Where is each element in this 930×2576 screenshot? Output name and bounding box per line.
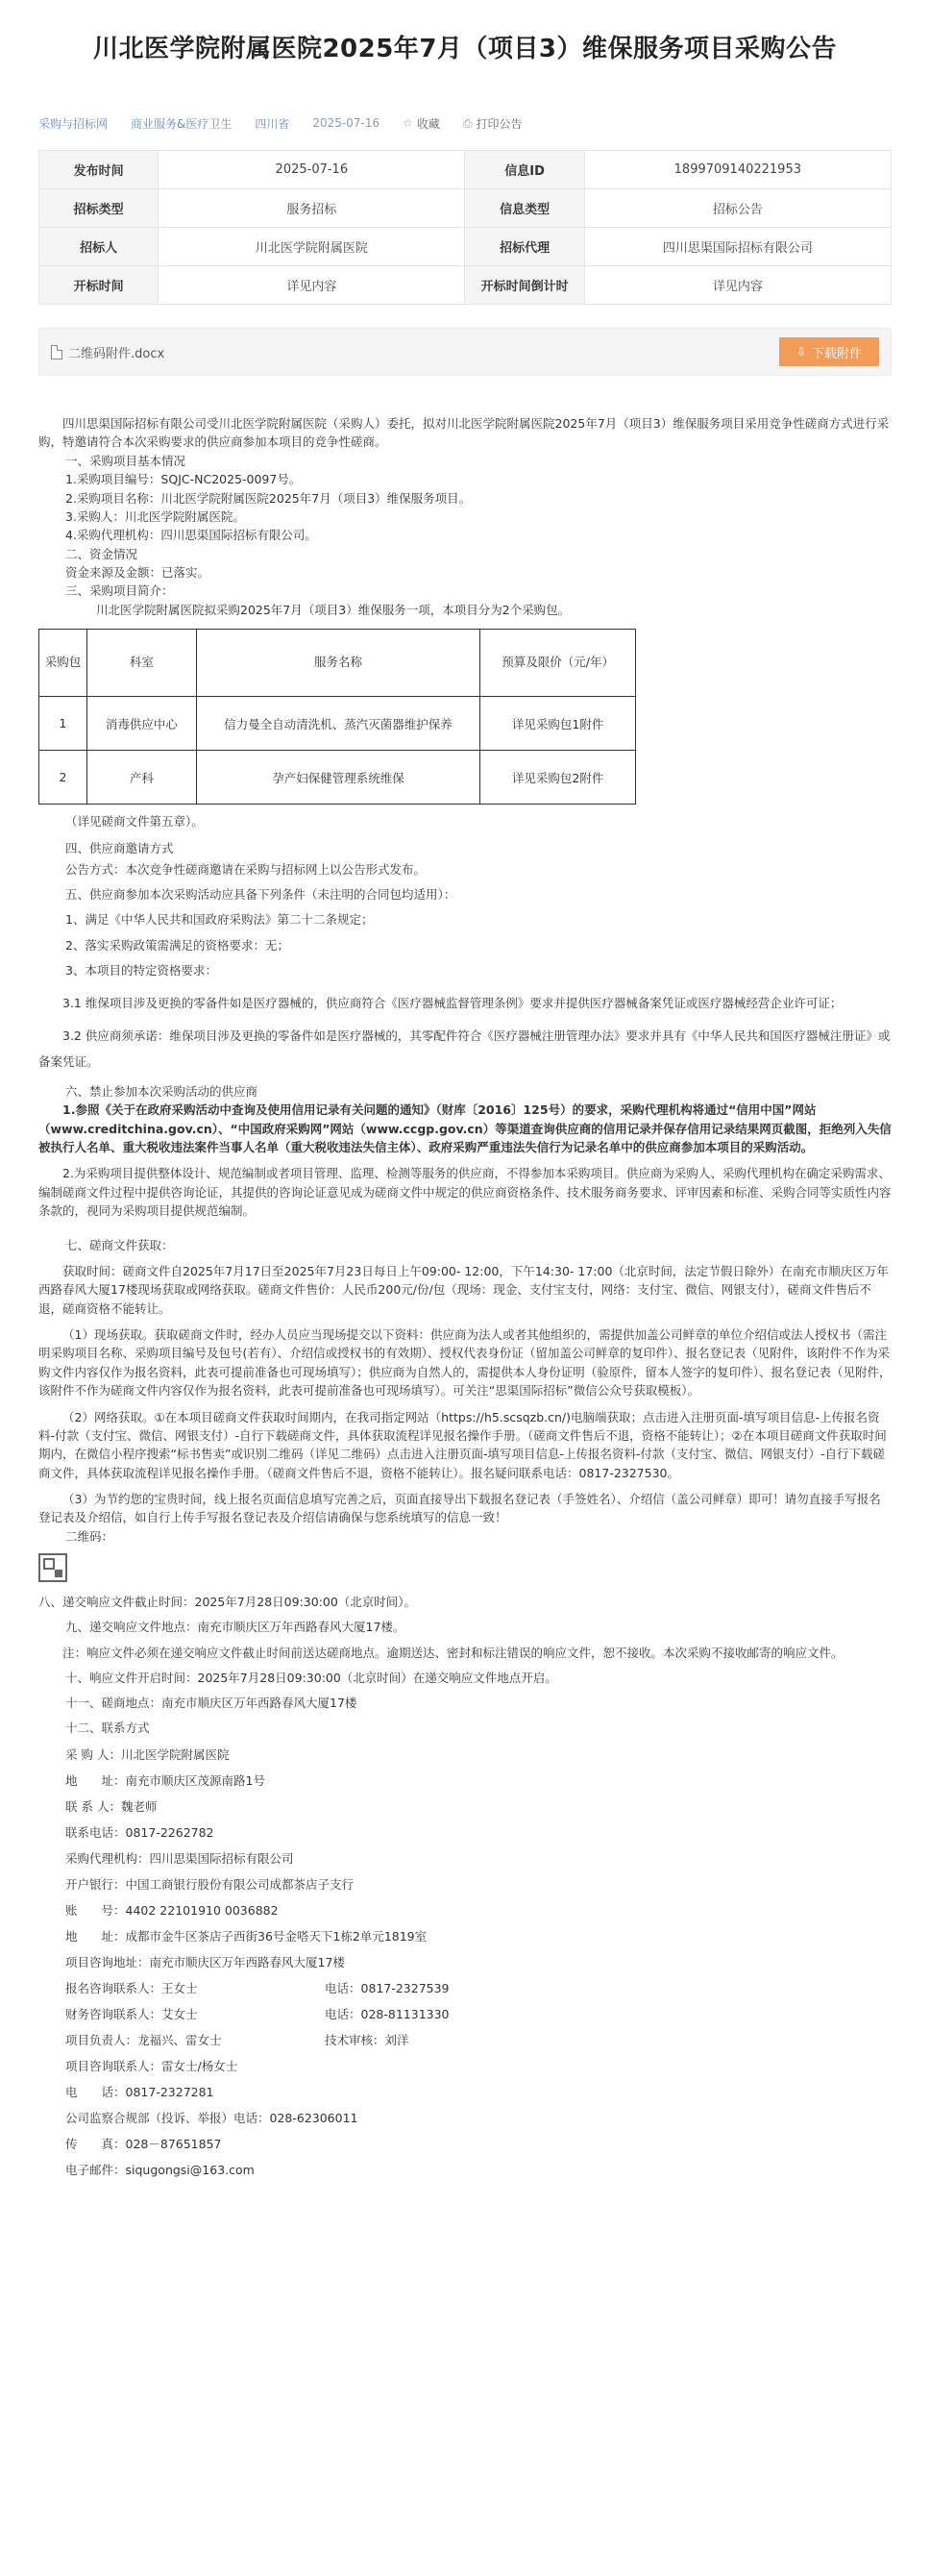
print-label: 打印公告: [476, 116, 523, 131]
contact-label: 报名咨询联系人：: [65, 1980, 162, 1995]
table-cell: 孕产妇保健管理系统维保: [196, 751, 479, 805]
paragraph: （详见磋商文件第五章）。: [65, 814, 204, 830]
table-cell: 1: [39, 697, 87, 751]
paragraph: （1）现场获取。获取磋商文件时，经办人员应当现场提交以下资料：供应商为法人或者其他组织的，需提供加盖公司鲜章的单位介绍信或法人授权书（需注明采购项目名称、采购项目编号及包号(若有）、介绍信或授权书的有效期）、授权代表身份证（留加盖公司鲜章的复印件）、报名登记表（见附件，该附件不作为采购文件内容仅作为报名资料，此表可提前准备也可现场填写）；供应商为自然人的，需提供本人身份证明（验原件，留本人签字的复印件）、报名登记表（见附件，该附件不作为磋商文件内容仅作为报名资料，此表可提前准备也可现场填写）。可关注“思渠国际招标”微信公众号获取模板）。: [38, 1327, 892, 1399]
download-icon: ⇩: [795, 345, 807, 359]
paragraph: 2.采购项目名称：川北医学院附属医院2025年7月（项目3）维保服务项目。: [65, 490, 472, 506]
section-heading: 五、供应商参加本次采购活动应具备下列条件（未注明的合同包均适用）：: [65, 887, 456, 903]
contact-row: [65, 1897, 892, 1923]
paragraph: 3.1 维保项目涉及更换的零备件如是医疗器械的，供应商符合《医疗器械监督管理条例》要求并提供医疗器械备案凭证或医疗器械经营企业许可证；: [62, 996, 843, 1011]
table-cell: 2: [39, 751, 87, 805]
favorite-button[interactable]: [403, 115, 440, 132]
paragraph: 公告方式：本次竞争性磋商邀请在采购与招标网上以公告形式发布。: [65, 861, 427, 877]
table-row: [39, 228, 892, 266]
contact-label: 电话：: [325, 2006, 361, 2021]
intro-paragraph: 四川思渠国际招标有限公司受川北医学院附属医院（采购人）委托，拟对川北医学院附属医院2025年7月（项目3）维保服务项目采用竞争性磋商方式进行采购，特邀请符合本次采购要求的供应商参加本项目的竞争性磋商。: [38, 416, 890, 450]
contact-label: 项目咨询联系人：: [65, 2058, 162, 2073]
column-header: 预算及限价（元/年）: [480, 630, 636, 697]
contact-row: [65, 2079, 892, 2105]
meta-date: 2025-07-16: [312, 116, 380, 130]
info-key: 信息ID: [465, 151, 584, 189]
contact-label: 传 真：: [65, 2136, 126, 2151]
section-heading: 八、递交响应文件截止时间：2025年7月28日09:30:00（北京时间）。: [38, 1595, 417, 1610]
contact-block: [38, 1742, 892, 2183]
section-heading: 四、供应商邀请方式: [65, 840, 174, 855]
section-heading: 一、采购项目基本情况: [65, 453, 186, 468]
section-heading: 七、磋商文件获取：: [65, 1237, 174, 1252]
info-value: 详见内容: [159, 266, 465, 305]
meta-bar: [38, 113, 892, 133]
contact-label: 电子邮件：: [65, 2162, 126, 2177]
info-value: 四川思渠国际招标有限公司: [584, 228, 891, 266]
contact-value: 南充市顺庆区万年西路春风大厦17楼: [149, 1954, 345, 1969]
info-value: 川北医学院附属医院: [159, 228, 465, 266]
contact-value: 四川思渠国际招标有限公司: [149, 1850, 294, 1866]
table-row: [39, 189, 892, 228]
contact-row: [65, 2053, 892, 2079]
contact-value: 龙福兴、雷女士: [137, 2032, 222, 2047]
section-heading: 六、禁止参加本次采购活动的供应商: [65, 1083, 258, 1099]
contact-value: 雷女士/杨女士: [161, 2058, 238, 2073]
paragraph: 1.采购项目编号：SQJC-NC2025-0097号。: [65, 472, 302, 487]
paragraph: （2）网络获取。①在本项目磋商文件获取时间期内，在我司指定网站（https://h5.scsqzb.cn/)电脑端获取；点击进入注册页面-填写项目信息-上传报名资料-付款（支付宝、微信、网银支付）-自行下载磋商文件，具体获取流程详见报名操作手册。（磋商文件售后不退，资格不能转让）；②在本项目磋商文件获取时间期内，在微信小程序搜索“标书售卖”或识别二维码（详见二维码）点击进入注册页面-填写项目信息-上传报名资料-付款（支付宝、微信、网银支付）-自行下载磋商文件，具体获取流程详见报名操作手册。（磋商文件售后不退，资格不能转让）。报名疑问联系电话：0817-2327530。: [38, 1409, 887, 1480]
info-table: [38, 150, 892, 305]
attachment-bar: [38, 328, 892, 376]
print-icon: ⎙: [462, 115, 473, 130]
info-key: 招标人: [39, 228, 159, 266]
attachment-filename: 二维码附件.docx: [68, 346, 165, 361]
attachment-file[interactable]: [51, 343, 164, 361]
contact-label: 项目咨询地址：: [65, 1954, 150, 1969]
download-attachment-button[interactable]: [779, 337, 879, 366]
paragraph: 3.2 供应商须承诺：维保项目涉及更换的零备件如是医疗器械的，其零配件符合《医疗器械注册管理办法》要求并具有《中华人民共和国医疗器械注册证》或备案凭证。: [38, 1028, 891, 1069]
contact-value: 中国工商银行股份有限公司成都茶店子支行: [125, 1876, 355, 1892]
paragraph: 4.采购代理机构：四川思渠国际招标有限公司。: [65, 528, 317, 543]
contact-row: [65, 2001, 892, 2027]
contact-row: [65, 2157, 892, 2183]
contact-label: 账 号：: [65, 1902, 126, 1918]
contact-value[interactable]: siqugongsi@163.com: [125, 2162, 255, 2177]
contact-value: 王女士: [161, 1980, 198, 1995]
section-heading: 二、资金情况: [65, 546, 138, 561]
contact-label: 开户银行：: [65, 1876, 126, 1892]
contact-value: 南充市顺庆区茂源南路1号: [125, 1772, 265, 1788]
contact-label: 项目负责人：: [65, 2032, 138, 2047]
meta-category[interactable]: 采购与招标网: [38, 116, 109, 131]
table-cell: 信力曼全自动清洗机、蒸汽灭菌器维护保养: [196, 697, 479, 751]
contact-label: 财务咨询联系人：: [65, 2006, 162, 2021]
info-value: 详见内容: [584, 266, 891, 305]
column-header: 服务名称: [196, 630, 479, 697]
contact-label: 地 址：: [65, 1772, 126, 1788]
contact-value: 0817-2327539: [360, 1980, 450, 1995]
contact-value: 川北医学院附属医院: [120, 1746, 230, 1762]
contact-row: [65, 1794, 892, 1820]
download-label: 下载附件: [812, 346, 863, 361]
contact-value: 成都市金牛区茶店子西街36号金嗒天下1栋2单元1819室: [125, 1928, 428, 1944]
paragraph: 川北医学院附属医院拟采购2025年7月（项目3）维保服务一项，本项目分为2个采购包。: [96, 602, 571, 617]
info-value: 1899709140221953: [584, 151, 891, 189]
contact-row: [65, 1742, 892, 1768]
contact-row: [65, 1923, 892, 1949]
contact-value: 028－87651857: [125, 2136, 222, 2151]
contact-value: 028-81131330: [360, 2006, 450, 2021]
favorite-label: 收藏: [416, 116, 440, 131]
column-header: 科室: [86, 630, 196, 697]
contact-pair: [65, 2001, 325, 2027]
info-key: 招标代理: [465, 228, 584, 266]
contact-row: [65, 1845, 892, 1871]
print-button[interactable]: [463, 115, 523, 132]
table-cell: 详见采购包1附件: [480, 697, 636, 751]
info-key: 发布时间: [39, 151, 159, 189]
section-heading: 十、响应文件开启时间：2025年7月28日09:30:00（北京时间）在递交响应文件地点开启。: [65, 1670, 557, 1685]
table-header-row: [39, 630, 636, 697]
contact-value: 魏老师: [120, 1798, 158, 1814]
section-heading: 十二、联系方式: [65, 1721, 150, 1736]
section-heading: 十一、磋商地点：南充市顺庆区万年西路春风大厦17楼: [65, 1696, 357, 1711]
table-cell: 详见采购包2附件: [480, 751, 636, 805]
contact-row: [65, 2105, 892, 2131]
section-heading: 九、递交响应文件地点：南充市顺庆区万年西路春风大厦17楼。: [65, 1620, 405, 1635]
contact-row: [65, 1949, 892, 1975]
contact-row: [65, 2027, 892, 2053]
contact-label: 地 址：: [65, 1928, 126, 1944]
contact-label: 联 系 人：: [65, 1798, 121, 1814]
contact-value: 艾女士: [161, 2006, 198, 2021]
info-value: 2025-07-16: [159, 151, 465, 189]
contact-pair: [65, 1975, 325, 2001]
qr-code-icon[interactable]: [38, 1553, 67, 1582]
meta-region[interactable]: 四川省: [255, 116, 290, 131]
table-cell: 消毒供应中心: [86, 697, 196, 751]
contact-row: [65, 1768, 892, 1794]
contact-label: 电话：: [325, 1980, 361, 1995]
page-title: 川北医学院附属医院2025年7月（项目3）维保服务项目采购公告: [92, 35, 838, 63]
contact-value: 4402 22101910 0036882: [125, 1902, 279, 1918]
info-key: 开标时间: [39, 266, 159, 305]
info-key: 招标类型: [39, 189, 159, 228]
contact-value: 0817-2327281: [125, 2084, 214, 2099]
qr-label: 二维码：: [65, 1528, 114, 1544]
contact-value: 公司监察合规部（投诉、举报）电话：028-62306011: [65, 2110, 358, 2125]
contact-value: 0817-2262782: [125, 1824, 214, 1840]
table-row: [39, 697, 636, 751]
contact-row: [65, 2131, 892, 2157]
document-icon: [51, 345, 62, 359]
announcement-body: [38, 414, 892, 2183]
paragraph: 3.采购人：川北医学院附属医院。: [65, 508, 245, 524]
section-heading: 三、采购项目简介：: [65, 583, 174, 599]
paragraph: （3）为节约您的宝贵时间，线上报名页面信息填写完善之后，页面直接导出下载报名登记表（手签姓名）、介绍信（盖公司鲜章）即可！请勿直接手写报名登记表及介绍信，如自行上传手写报名登记表及介绍信请确保与您系统填写的信息一致！: [38, 1492, 881, 1525]
contact-row: [65, 1871, 892, 1897]
table-row: [39, 151, 892, 189]
paragraph: 获取时间：磋商文件自2025年7月17日至2025年7月23日每日上午09:00- 12:00，下午14:30- 17:00（北京时间，法定节假日除外）在南充市顺庆区万年西路春风大厦17楼现场获取或网络获取。磋商文件售价：人民币200元/份/包（现场：现金、支付宝支付，网络：支付宝、微信、网银支付），磋商文件售后不退，磋商资格不能转让。: [38, 1263, 889, 1316]
contact-row: [65, 1820, 892, 1845]
contact-label: 技术审核：: [325, 2032, 385, 2047]
table-row: [39, 266, 892, 305]
contact-value: 刘洋: [384, 2032, 409, 2047]
info-value: 招标公告: [584, 189, 891, 228]
info-key: 信息类型: [465, 189, 584, 228]
contact-label: 采 购 人：: [65, 1746, 121, 1762]
paragraph: 3、本项目的特定资格要求：: [65, 962, 217, 978]
paragraph: 注：响应文件必须在递交响应文件截止时间前送达磋商地点。逾期送达、密封和标注错误的响应文件，恕不接收。本次采购不接收邮寄的响应文件。: [62, 1645, 844, 1660]
paragraph: 1、满足《中华人民共和国政府采购法》第二十二条规定；: [65, 912, 374, 928]
contact-label: 联系电话：: [65, 1824, 126, 1840]
package-table: [38, 629, 636, 805]
contact-pair: [65, 2027, 325, 2053]
star-icon: ☆: [403, 116, 413, 130]
meta-industry[interactable]: 商业服务&医疗卫生: [131, 116, 232, 131]
paragraph: 1.参照《关于在政府采购活动中查询及使用信用记录有关问题的通知》（财库〔2016〕125号）的要求，采购代理机构将通过“信用中国”网站（www.creditchina.gov.cn）、“中国政府采购网”网站（www.ccgp.gov.cn）等渠道查询供应商的信用记录并保存信用记录结果网页截图，拒绝列入失信被执行人名单、重大税收违法案件当事人名单（重大税收违法失信主体）、政府采购严重违法失信行为记录名单中的供应商参加本项目的采购活动。: [38, 1102, 892, 1154]
paragraph: 资金来源及金额：已落实。: [65, 565, 210, 580]
contact-row: [65, 1975, 892, 2001]
table-row: [39, 751, 636, 805]
contact-label: 电 话：: [65, 2084, 126, 2099]
info-key: 开标时间倒计时: [465, 266, 584, 305]
info-value: 服务招标: [159, 189, 465, 228]
paragraph: 2.为采购项目提供整体设计、规范编制或者项目管理、监理、检测等服务的供应商，不得参加本采购项目。供应商为采购人、采购代理机构在确定采购需求、编制磋商文件过程中提供咨询论证，其提供的咨询论证意见成为磋商文件中规定的供应商资格条件、技术服务商务要求、评审因素和标准、采购合同等实质性内容条款的，视同为采购项目提供规范编制。: [38, 1166, 892, 1219]
table-cell: 产科: [86, 751, 196, 805]
contact-label: 采购代理机构：: [65, 1850, 150, 1866]
paragraph: 2、落实采购政策需满足的资格要求：无；: [65, 937, 289, 953]
column-header: 采购包: [39, 630, 87, 697]
